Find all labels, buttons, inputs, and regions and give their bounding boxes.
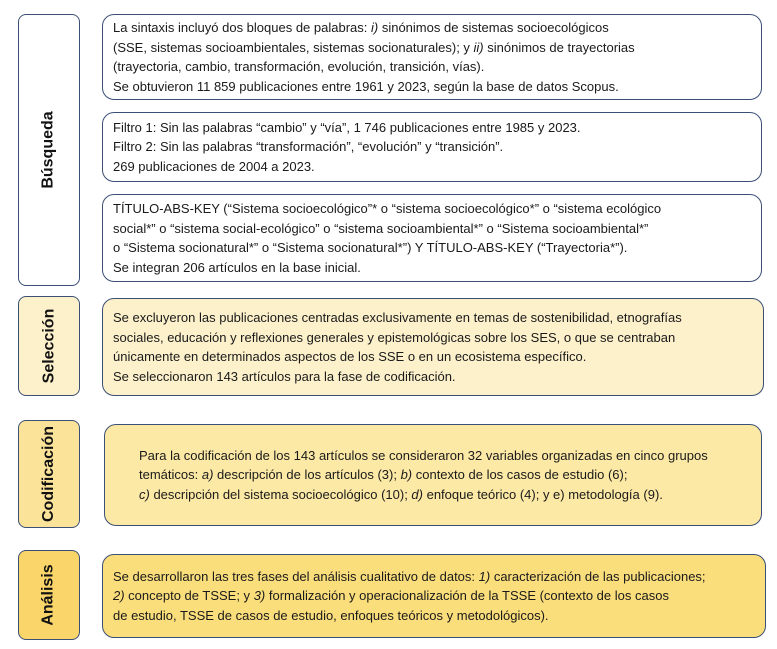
analisis-box (102, 554, 766, 638)
seleccion-box (102, 298, 764, 396)
busqueda-query-line-1: TÍTULO-ABS-KEY (“Sistema socioecológico”* o “sistema socioecológico*” o “sistema ecológico (113, 201, 662, 216)
busqueda-query-line-3: o “Sistema socionatural*” o “Sistema socionatural*”) Y TÍTULO-ABS-KEY (“Trayectoria*”). (113, 240, 628, 255)
stage-label-analisis (18, 550, 80, 640)
analisis-line-2: 2) concepto de TSSE; y 3) formalización y operacionalización de la TSSE (contexto de los casos (113, 588, 669, 604)
busqueda-query-box (102, 194, 762, 282)
busqueda-syntax-line-1: La sintaxis incluyó dos bloques de palabras: i) sinónimos de sistemas socioecológicos (113, 20, 609, 35)
stage-label-analisis-text: Análisis (40, 564, 58, 626)
codificacion-line-3: c) descripción del sistema socioecológico (10); d) enfoque teórico (4); y e) metodología (9). (139, 486, 663, 502)
codificacion-box (104, 424, 762, 526)
analisis-line-1: Se desarrollaron las tres fases del análisis cualitativo de datos: 1) caracterización de las publicaciones; (113, 568, 706, 584)
stage-label-codificacion (18, 420, 80, 528)
busqueda-syntax-line-3: (trayectoria, cambio, transformación, evolución, transición, vías). (113, 59, 485, 74)
stage-label-busqueda-text: Búsqueda (40, 111, 57, 189)
stage-label-seleccion (18, 296, 80, 396)
stage-label-seleccion-text: Selección (40, 308, 58, 384)
busqueda-query-line-2: social*” o “sistema social-ecológico” o “sistema socioambiental*” o “Sistema socioambiental*” (113, 220, 649, 236)
stage-label-busqueda (18, 14, 80, 286)
stage-label-codificacion-text: Codificación (40, 425, 58, 523)
busqueda-syntax-line-2: (SSE, sistemas socioambientales, sistemas socionaturales); y ii) sinónimos de trayectorias (113, 39, 635, 55)
seleccion-line-4: Se seleccionaron 143 artículos para la fase de codificación. (113, 368, 456, 384)
busqueda-filter-1: Filtro 1: Sin las palabras “cambio” y “vía”, 1 746 publicaciones entre 1985 y 2023. (113, 119, 581, 135)
codificacion-line-1: Para la codificación de los 143 artículos se consideraron 32 variables organizadas en cinco grupos (139, 447, 708, 463)
codificacion-line-2: temáticos: a) descripción de los artículos (3); b) contexto de los casos de estudio (6); (139, 467, 628, 483)
busqueda-filter-result: 269 publicaciones de 2004 a 2023. (113, 158, 315, 174)
busqueda-filters-box (102, 112, 762, 182)
seleccion-line-2: sociales, educación y reflexiones generales y epistemológicas sobre los SES, o que se centraban (113, 329, 676, 345)
busqueda-syntax-box (102, 14, 762, 100)
busqueda-query-line-4: Se integran 206 artículos en la base inicial. (113, 259, 361, 275)
busqueda-filter-2: Filtro 2: Sin las palabras “transformación”, “evolución” y “transición”. (113, 139, 504, 155)
busqueda-syntax-line-4: Se obtuvieron 11 859 publicaciones entre 1961 y 2023, según la base de datos Scopus. (113, 78, 619, 94)
seleccion-line-3: únicamente en determinados aspectos de los SSE o en un ecosistema específico. (113, 349, 587, 364)
analisis-line-3: de estudio, TSSE de casos de estudio, enfoques teóricos y metodológicos). (113, 607, 549, 623)
seleccion-line-1: Se excluyeron las publicaciones centradas exclusivamente en temas de sostenibilidad, etnografías (113, 310, 682, 325)
